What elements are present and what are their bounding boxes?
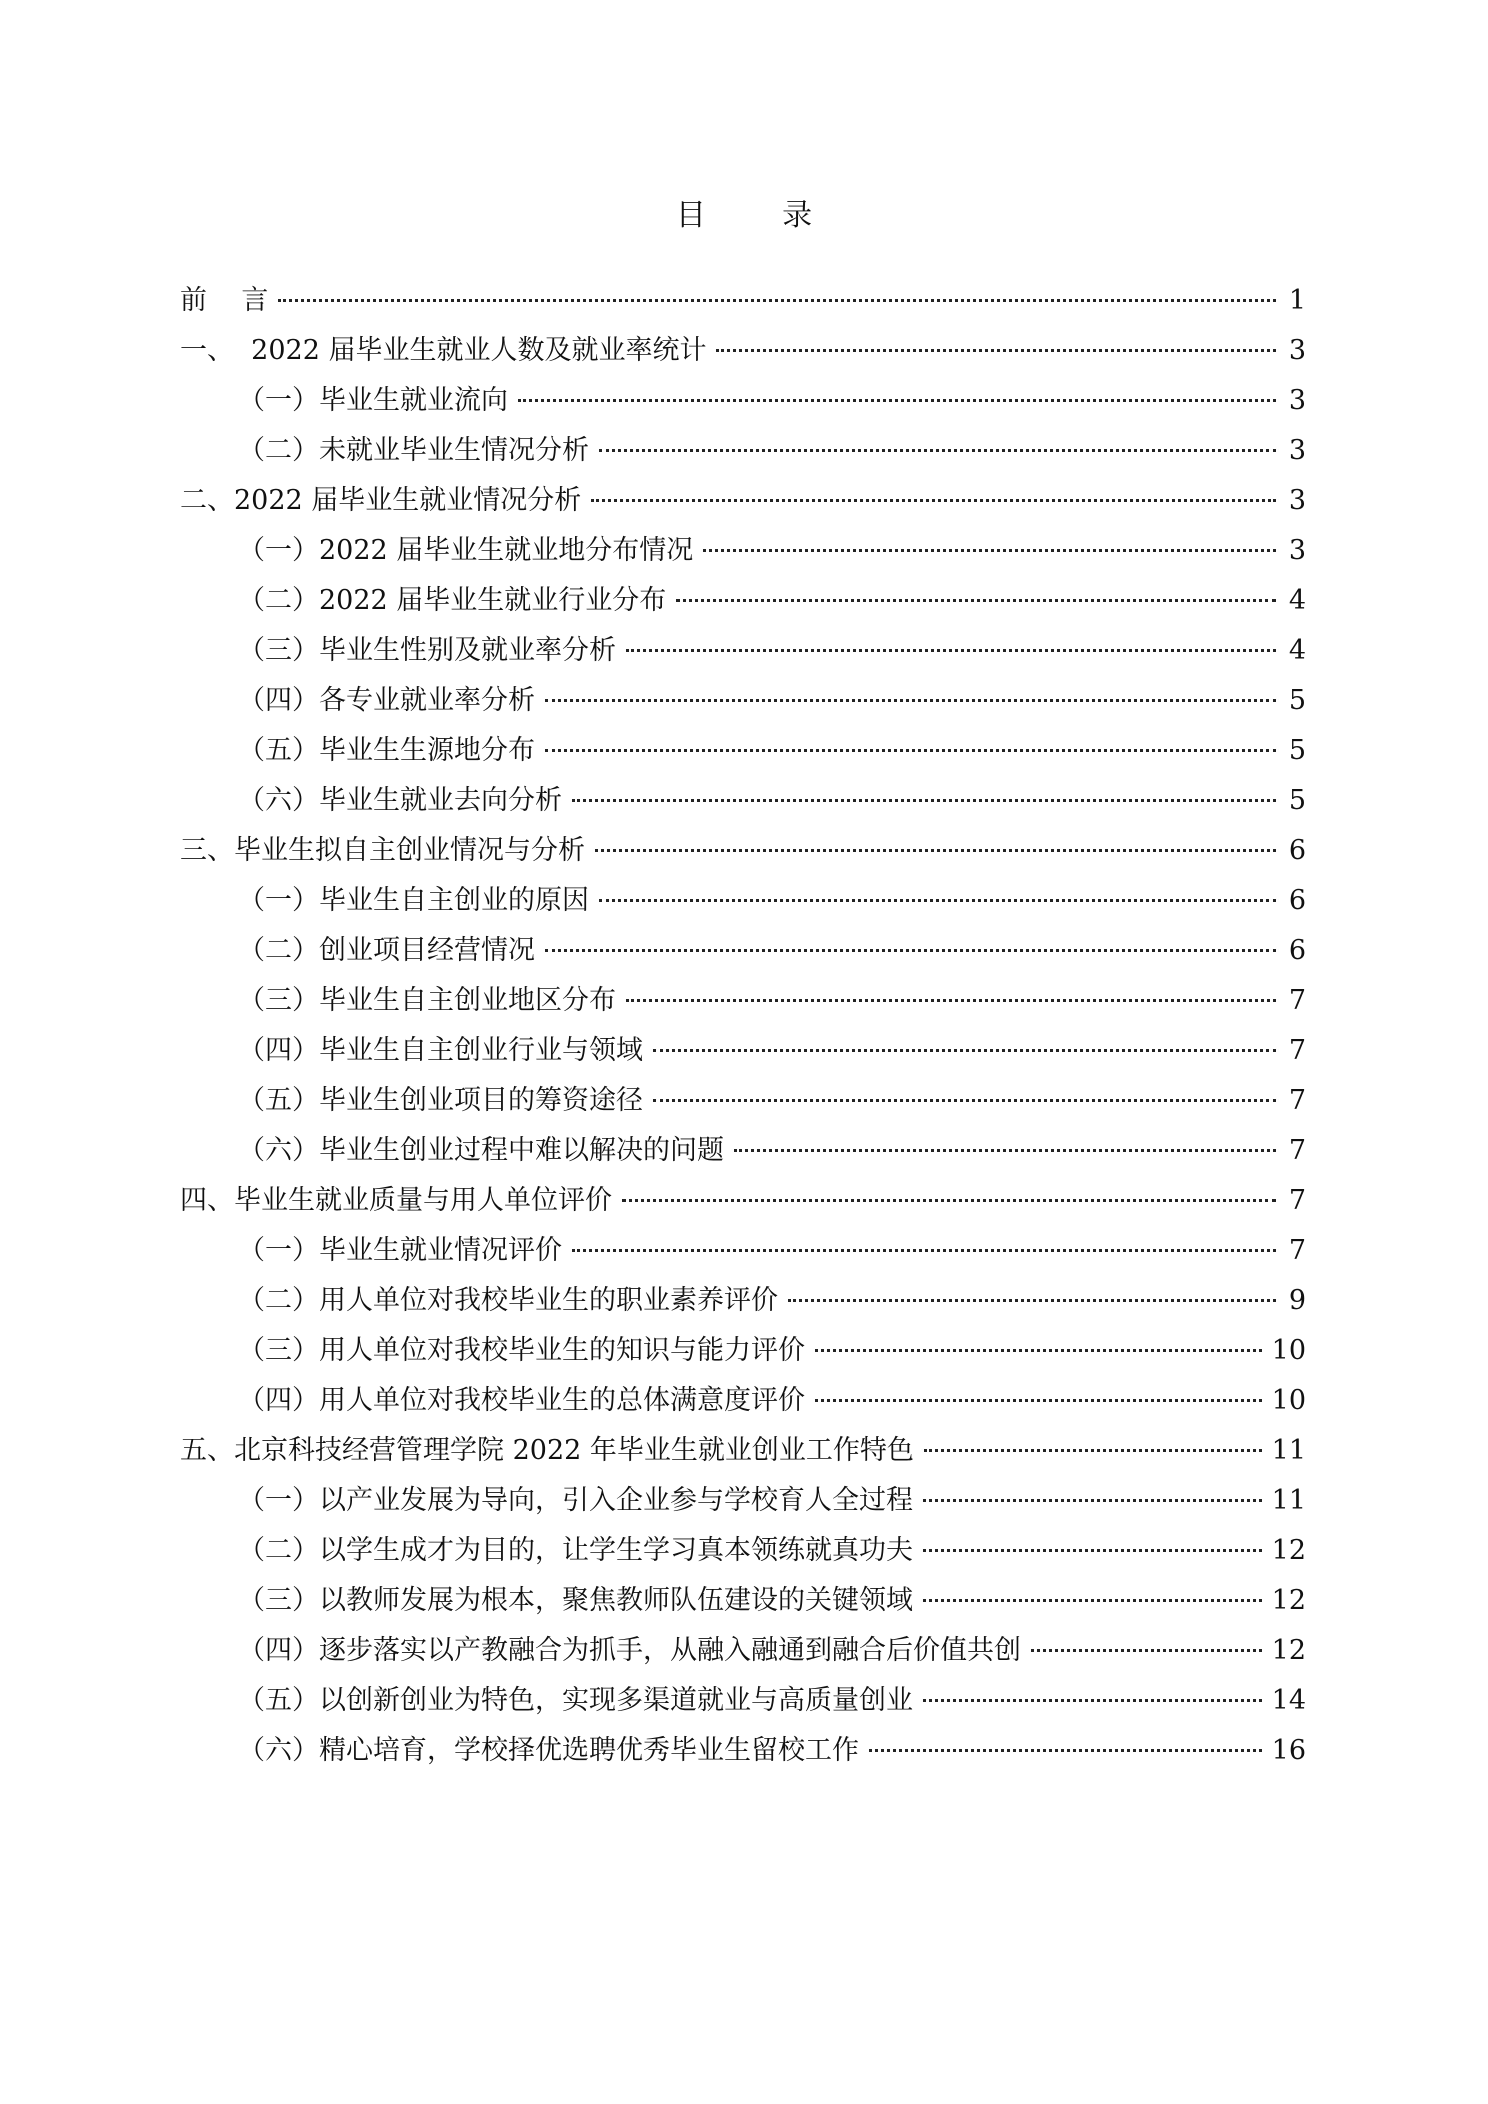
toc-entry-label: （六）精心培育，学校择优选聘优秀毕业生留校工作: [238, 1735, 859, 1766]
toc-entry-label: （三）毕业生性别及就业率分析: [238, 635, 616, 666]
toc-entry[interactable]: [180, 1326, 1306, 1376]
toc-dot-leader: [924, 1449, 1262, 1452]
toc-dot-leader: [923, 1599, 1262, 1602]
toc-entry[interactable]: [180, 976, 1306, 1026]
toc-entry[interactable]: [180, 1426, 1306, 1476]
toc-dot-leader: [622, 1199, 1276, 1202]
toc-entry-label: （四）用人单位对我校毕业生的总体满意度评价: [238, 1385, 805, 1416]
toc-entry[interactable]: [180, 776, 1306, 826]
toc-entry[interactable]: [180, 1376, 1306, 1426]
toc-entry-page: 7: [1288, 985, 1306, 1016]
toc-dot-leader: [869, 1749, 1262, 1752]
toc-entry-page: 4: [1288, 635, 1306, 666]
toc-dot-leader: [599, 899, 1276, 902]
toc-entry-page: 6: [1288, 885, 1306, 916]
toc-entry-label: （二）创业项目经营情况: [238, 935, 535, 966]
toc-entry[interactable]: [180, 1576, 1306, 1626]
toc-entry-page: 4: [1288, 585, 1306, 616]
toc-entry-label: （二）以学生成才为目的，让学生学习真本领练就真功夫: [238, 1535, 913, 1566]
toc-entry-page: 11: [1271, 1435, 1306, 1466]
toc-entry-page: 5: [1288, 735, 1306, 766]
toc-entry-page: 7: [1288, 1235, 1306, 1266]
toc-entry-page: 3: [1288, 335, 1306, 366]
toc-entry-label: （四）毕业生自主创业行业与领域: [238, 1035, 643, 1066]
toc-entry-page: 1: [1288, 285, 1306, 316]
toc-entry[interactable]: [180, 876, 1306, 926]
toc-entry-page: 3: [1288, 435, 1306, 466]
toc-entry-page: 9: [1288, 1285, 1306, 1316]
toc-entry-page: 12: [1271, 1535, 1306, 1566]
toc-entry-label: （四）各专业就业率分析: [238, 685, 535, 716]
toc-entry[interactable]: [180, 276, 1306, 326]
toc-dot-leader: [788, 1299, 1276, 1302]
toc-entry-label: （三）用人单位对我校毕业生的知识与能力评价: [238, 1335, 805, 1366]
toc-entry-label: （三）毕业生自主创业地区分布: [238, 985, 616, 1016]
toc-dot-leader: [923, 1549, 1262, 1552]
toc-entry-page: 3: [1288, 535, 1306, 566]
toc-dot-leader: [545, 949, 1276, 952]
toc-entry-page: 7: [1288, 1035, 1306, 1066]
toc-dot-leader: [734, 1149, 1276, 1152]
toc-entry[interactable]: [180, 1476, 1306, 1526]
toc-entry-label: 一、 2022 届毕业生就业人数及就业率统计: [180, 335, 707, 366]
toc-entry[interactable]: [180, 1526, 1306, 1576]
toc-dot-leader: [518, 399, 1276, 402]
toc-entry-label: （六）毕业生创业过程中难以解决的问题: [238, 1135, 724, 1166]
toc-dot-leader: [591, 499, 1276, 502]
toc-entry[interactable]: [180, 1226, 1306, 1276]
toc-dot-leader: [716, 349, 1276, 352]
toc-entry-label: （二）未就业毕业生情况分析: [238, 435, 589, 466]
toc-entry[interactable]: [180, 1626, 1306, 1676]
toc-dot-leader: [653, 1099, 1276, 1102]
toc-entry-page: 12: [1271, 1585, 1306, 1616]
toc-entry[interactable]: [180, 926, 1306, 976]
toc-dot-leader: [572, 1249, 1276, 1252]
toc-entry-label: （二）2022 届毕业生就业行业分布: [238, 585, 667, 616]
toc-dot-leader: [1031, 1649, 1262, 1652]
toc-entry[interactable]: [180, 826, 1306, 876]
toc-entry-page: 5: [1288, 785, 1306, 816]
toc-entry-page: 3: [1288, 385, 1306, 416]
toc-entry[interactable]: [180, 1676, 1306, 1726]
toc-dot-leader: [653, 1049, 1276, 1052]
toc-entry-page: 6: [1288, 935, 1306, 966]
toc-entry-label: （五）毕业生生源地分布: [238, 735, 535, 766]
toc-entry-page: 16: [1271, 1735, 1306, 1766]
toc-entry-label: 二、2022 届毕业生就业情况分析: [180, 485, 582, 516]
toc-entry-label: （一）毕业生自主创业的原因: [238, 885, 589, 916]
toc-entry[interactable]: [180, 1076, 1306, 1126]
toc-entry-page: 7: [1288, 1135, 1306, 1166]
toc-entry-page: 11: [1271, 1485, 1306, 1516]
toc-dot-leader: [572, 799, 1276, 802]
toc-entry-label: 四、毕业生就业质量与用人单位评价: [180, 1185, 612, 1216]
toc-entry-label: （二）用人单位对我校毕业生的职业素养评价: [238, 1285, 778, 1316]
toc-entry-label: 前 言: [180, 285, 269, 316]
toc-entry[interactable]: [180, 676, 1306, 726]
toc-entry[interactable]: [180, 526, 1306, 576]
toc-entry[interactable]: [180, 576, 1306, 626]
toc-dot-leader: [676, 599, 1276, 602]
toc-title: 目 录: [675, 198, 813, 233]
toc-entry[interactable]: [180, 626, 1306, 676]
toc-entry-label: （五）毕业生创业项目的筹资途径: [238, 1085, 643, 1116]
toc-dot-leader: [815, 1399, 1262, 1402]
toc-entry[interactable]: [180, 476, 1306, 526]
table-of-contents: [180, 276, 1306, 1776]
toc-entry-page: 7: [1288, 1185, 1306, 1216]
toc-entry-label: 三、毕业生拟自主创业情况与分析: [180, 835, 585, 866]
toc-entry-label: （六）毕业生就业去向分析: [238, 785, 562, 816]
toc-dot-leader: [626, 999, 1276, 1002]
toc-entry-page: 10: [1271, 1335, 1306, 1366]
toc-entry-page: 5: [1288, 685, 1306, 716]
toc-entry[interactable]: [180, 1126, 1306, 1176]
toc-entry-page: 14: [1271, 1685, 1306, 1716]
toc-entry-page: 12: [1271, 1635, 1306, 1666]
toc-dot-leader: [626, 649, 1276, 652]
toc-entry[interactable]: [180, 326, 1306, 376]
toc-entry-label: （一）以产业发展为导向，引入企业参与学校育人全过程: [238, 1485, 913, 1516]
toc-entry[interactable]: [180, 726, 1306, 776]
toc-dot-leader: [545, 699, 1276, 702]
toc-entry-label: 五、北京科技经营管理学院 2022 年毕业生就业创业工作特色: [180, 1435, 914, 1466]
toc-entry[interactable]: [180, 1276, 1306, 1326]
toc-entry[interactable]: [180, 1726, 1306, 1776]
toc-entry-page: 3: [1288, 485, 1306, 516]
toc-entry[interactable]: [180, 426, 1306, 476]
toc-entry-label: （四）逐步落实以产教融合为抓手，从融入融通到融合后价值共创: [238, 1635, 1021, 1666]
toc-entry-page: 7: [1288, 1085, 1306, 1116]
toc-entry[interactable]: [180, 376, 1306, 426]
toc-dot-leader: [815, 1349, 1262, 1352]
toc-dot-leader: [923, 1499, 1262, 1502]
toc-entry[interactable]: [180, 1176, 1306, 1226]
toc-dot-leader: [545, 749, 1276, 752]
toc-entry-label: （一）毕业生就业流向: [238, 385, 508, 416]
toc-dot-leader: [595, 849, 1276, 852]
toc-dot-leader: [703, 549, 1276, 552]
toc-dot-leader: [278, 299, 1276, 302]
toc-dot-leader: [599, 449, 1276, 452]
toc-entry-label: （五）以创新创业为特色，实现多渠道就业与高质量创业: [238, 1685, 913, 1716]
toc-entry-label: （一）毕业生就业情况评价: [238, 1235, 562, 1266]
toc-entry-label: （三）以教师发展为根本，聚焦教师队伍建设的关键领域: [238, 1585, 913, 1616]
toc-entry[interactable]: [180, 1026, 1306, 1076]
toc-entry-page: 6: [1288, 835, 1306, 866]
toc-dot-leader: [923, 1699, 1262, 1702]
toc-entry-label: （一）2022 届毕业生就业地分布情况: [238, 535, 694, 566]
toc-entry-page: 10: [1271, 1385, 1306, 1416]
